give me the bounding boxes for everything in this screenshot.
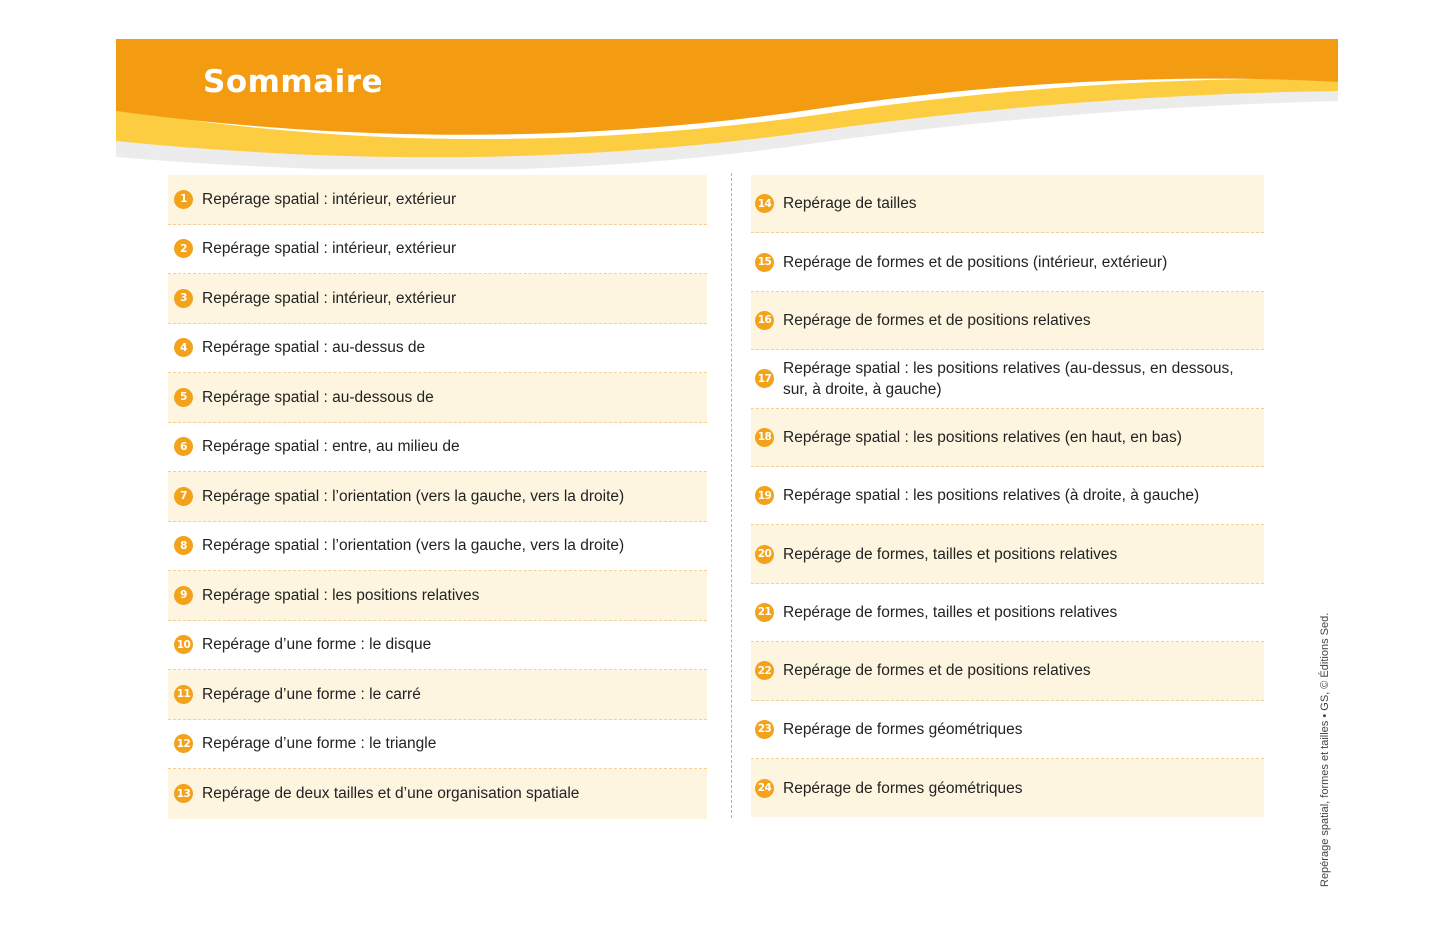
- entry-label: Repérage spatial : au-dessus de: [202, 339, 426, 357]
- entry-label: Repérage spatial : les positions relatives (en haut, en bas): [783, 428, 1182, 446]
- copyright-note: Repérage spatial, formes et tailles • GS, © Éditions Sed.: [1319, 612, 1331, 887]
- entry-number-badge: 2: [174, 239, 193, 258]
- header-wave-graphic: [116, 39, 1338, 169]
- toc-entry: [751, 233, 1264, 291]
- entry-number-badge: 4: [174, 338, 193, 357]
- toc-entry: [168, 225, 707, 275]
- toc-entry: [168, 720, 707, 770]
- entry-label: Repérage spatial : intérieur, extérieur: [202, 240, 457, 258]
- entry-label: Repérage spatial : les positions relatives (à droite, à gauche): [783, 487, 1200, 505]
- entry-label: Repérage spatial : les positions relatives: [202, 586, 480, 604]
- toc-entry: [168, 373, 707, 423]
- entry-label: Repérage spatial : les positions relatives (au-dessus, en dessous, sur, à droite, à gauche): [783, 359, 1234, 398]
- entry-label: Repérage de deux tailles et d’une organisation spatiale: [202, 785, 580, 803]
- toc-entry: [168, 274, 707, 324]
- entry-number-badge: 7: [174, 487, 193, 506]
- toc-entry: [168, 423, 707, 473]
- toc-entry: [168, 621, 707, 671]
- entry-number-badge: 23: [755, 720, 774, 739]
- toc-entry: [168, 670, 707, 720]
- toc-entry: [751, 409, 1264, 467]
- toc-entry: [751, 701, 1264, 759]
- page-title: Sommaire: [203, 64, 384, 100]
- entry-number-badge: 8: [174, 536, 193, 555]
- entry-number-badge: 19: [755, 486, 774, 505]
- toc-entry: [168, 571, 707, 621]
- header-banner: [116, 39, 1338, 169]
- entry-label: Repérage spatial : au-dessous de: [202, 388, 434, 406]
- entry-label: Repérage spatial : l’orientation (vers la gauche, vers la droite): [202, 487, 625, 505]
- entry-label: Repérage spatial : intérieur, extérieur: [202, 190, 457, 208]
- entry-number-badge: 17: [755, 369, 774, 388]
- entry-number-badge: 10: [174, 635, 193, 654]
- entry-number-badge: 1: [174, 190, 193, 209]
- toc-entry: [751, 350, 1264, 408]
- entry-number-badge: 24: [755, 779, 774, 798]
- entry-label: Repérage de formes, tailles et positions relatives: [783, 603, 1118, 621]
- entry-label: Repérage d’une forme : le disque: [202, 636, 432, 654]
- entry-label: Repérage spatial : intérieur, extérieur: [202, 289, 457, 307]
- entry-number-badge: 11: [174, 685, 193, 704]
- toc-column-right: [751, 175, 1264, 817]
- entry-number-badge: 14: [755, 194, 774, 213]
- toc-entry: [751, 467, 1264, 525]
- entry-number-badge: 6: [174, 437, 193, 456]
- entry-number-badge: 3: [174, 289, 193, 308]
- entry-label: Repérage de tailles: [783, 195, 917, 213]
- entry-number-badge: 21: [755, 603, 774, 622]
- toc-column-left: [168, 175, 707, 819]
- entry-label: Repérage d’une forme : le triangle: [202, 735, 437, 753]
- entry-number-badge: 20: [755, 545, 774, 564]
- entry-number-badge: 9: [174, 586, 193, 605]
- entry-label: Repérage d’une forme : le carré: [202, 685, 421, 703]
- toc-entry: [751, 759, 1264, 817]
- toc-entry: [751, 642, 1264, 700]
- toc-entry: [751, 292, 1264, 350]
- toc-entry: [168, 175, 707, 225]
- entry-number-badge: 5: [174, 388, 193, 407]
- entry-number-badge: 18: [755, 428, 774, 447]
- entry-label: Repérage de formes et de positions relatives: [783, 311, 1091, 329]
- toc-entry: [168, 472, 707, 522]
- entry-label: Repérage de formes et de positions (intérieur, extérieur): [783, 253, 1168, 271]
- toc-entry: [751, 175, 1264, 233]
- toc-entry: [751, 525, 1264, 583]
- entry-label: Repérage de formes géométriques: [783, 779, 1023, 797]
- toc-entry: [751, 584, 1264, 642]
- entry-label: Repérage de formes géométriques: [783, 720, 1023, 738]
- toc-entry: [168, 769, 707, 819]
- entry-label: Repérage de formes et de positions relatives: [783, 662, 1091, 680]
- column-divider: [731, 173, 732, 818]
- entry-label: Repérage spatial : l’orientation (vers la gauche, vers la droite): [202, 537, 625, 555]
- entry-label: Repérage spatial : entre, au milieu de: [202, 438, 460, 456]
- entry-number-badge: 22: [755, 661, 774, 680]
- entry-number-badge: 12: [174, 734, 193, 753]
- entry-label: Repérage de formes, tailles et positions relatives: [783, 545, 1118, 563]
- entry-number-badge: 15: [755, 253, 774, 272]
- entry-number-badge: 16: [755, 311, 774, 330]
- entry-number-badge: 13: [174, 784, 193, 803]
- toc-entry: [168, 522, 707, 572]
- toc-entry: [168, 324, 707, 374]
